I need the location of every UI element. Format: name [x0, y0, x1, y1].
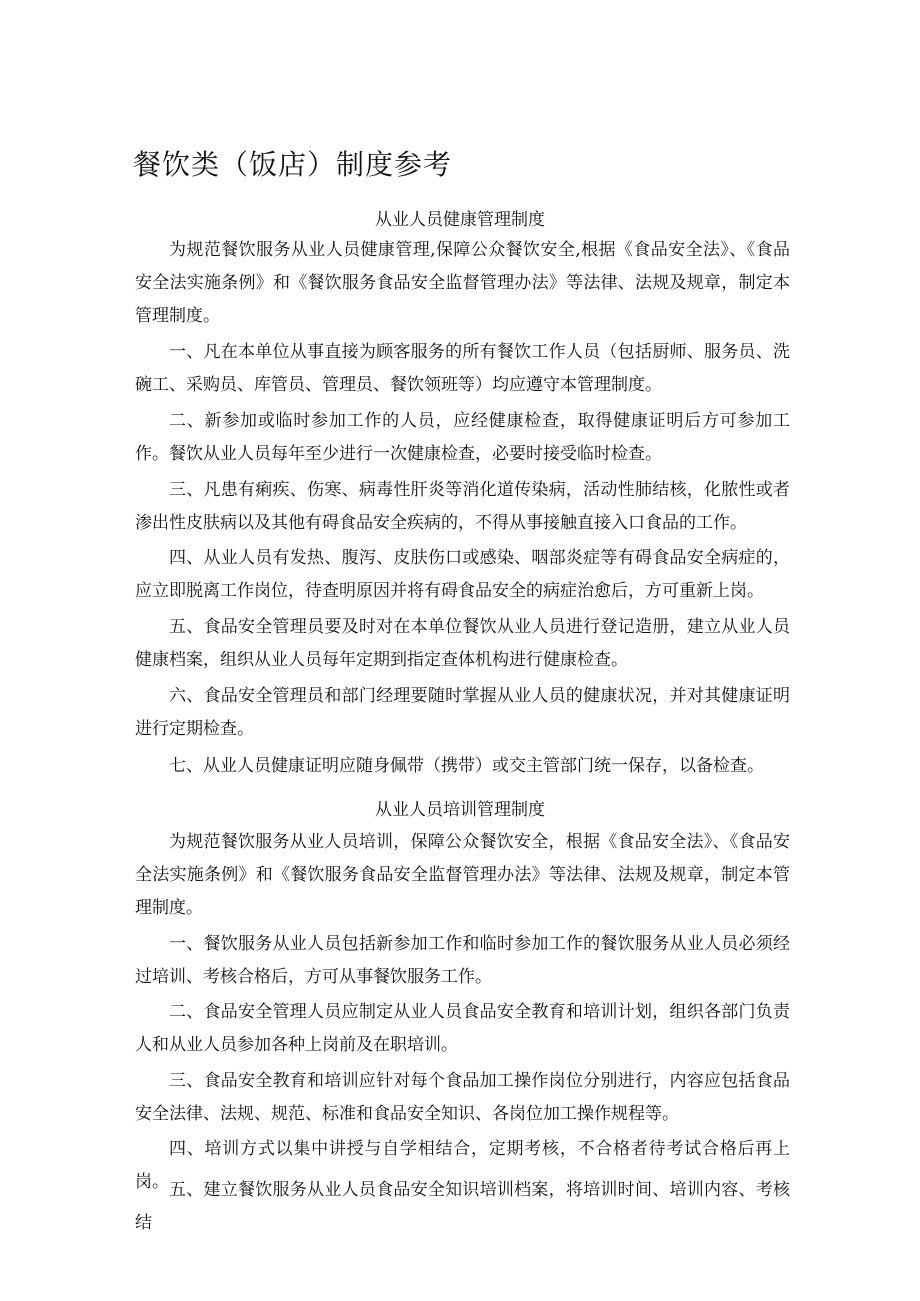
paragraph: 三、凡患有痢疾、伤寒、病毒性肝炎等消化道传染病，活动性肺结核，化脓性或者渗出性皮肤病以及其他有碍食品安全疾病的，不得从事接触直接入口食品的工作。 [135, 480, 790, 533]
paragraph: 四、培训方式以集中讲授与自学相结合，定期考核，不合格者待考试合格后再上岗。 [135, 1139, 790, 1192]
paragraph: 二、食品安全管理人员应制定从业人员食品安全教育和培训计划，组织各部门负责人和从业人员参加各种上岗前及在职培训。 [135, 1002, 790, 1055]
paragraph: 为规范餐饮服务从业人员培训，保障公众餐饮安全，根据《食品安全法》、《食品安全法实施条例》和《餐饮服务食品安全监督管理办法》等法律、法规及规章，制定本管理制度。 [135, 832, 790, 918]
section-heading-health: 从业人员健康管理制度 [375, 210, 545, 230]
paragraph: 一、餐饮服务从业人员包括新参加工作和临时参加工作的餐饮服务从业人员必须经过培训、考核合格后，方可从事餐饮服务工作。 [135, 934, 790, 987]
paragraph: 四、从业人员有发热、腹泻、皮肤伤口或感染、咽部炎症等有碍食品安全病症的，应立即脱离工作岗位，待查明原因并将有碍食品安全的病症治愈后，方可重新上岗。 [135, 548, 790, 601]
paragraph: 五、食品安全管理员要及时对在本单位餐饮从业人员进行登记造册，建立从业人员健康档案，组织从业人员每年定期到指定查体机构进行健康检查。 [135, 617, 790, 670]
paragraph: 为规范餐饮服务从业人员健康管理,保障公众餐饮安全,根据《食品安全法》、《食品安全法实施条例》和《餐饮服务食品安全监督管理办法》等法律、法规及规章，制定本管理制度。 [135, 240, 790, 326]
paragraph: 七、从业人员健康证明应随身佩带（携带）或交主管部门统一保存，以备检查。 [169, 756, 764, 776]
paragraph: 六、食品安全管理员和部门经理要随时掌握从业人员的健康状况，并对其健康证明进行定期检查。 [135, 686, 790, 739]
paragraph: 三、食品安全教育和培训应针对每个食品加工操作岗位分别进行，内容应包括食品安全法律、法规、规范、标准和食品安全知识、各岗位加工操作规程等。 [135, 1071, 790, 1124]
document-title: 餐饮类（饭店）制度参考 [133, 148, 453, 181]
paragraph: 五、建立餐饮服务从业人员食品安全知识培训档案，将培训时间、培训内容、考核结 [135, 1180, 790, 1233]
section-heading-training: 从业人员培训管理制度 [375, 800, 545, 820]
paragraph: 二、新参加或临时参加工作的人员，应经健康检查，取得健康证明后方可参加工作。餐饮从业人员每年至少进行一次健康检查，必要时接受临时检查。 [135, 411, 790, 464]
paragraph: 一、凡在本单位从事直接为顾客服务的所有餐饮工作人员（包括厨师、服务员、洗碗工、采购员、库管员、管理员、餐饮领班等）均应遵守本管理制度。 [135, 342, 790, 395]
